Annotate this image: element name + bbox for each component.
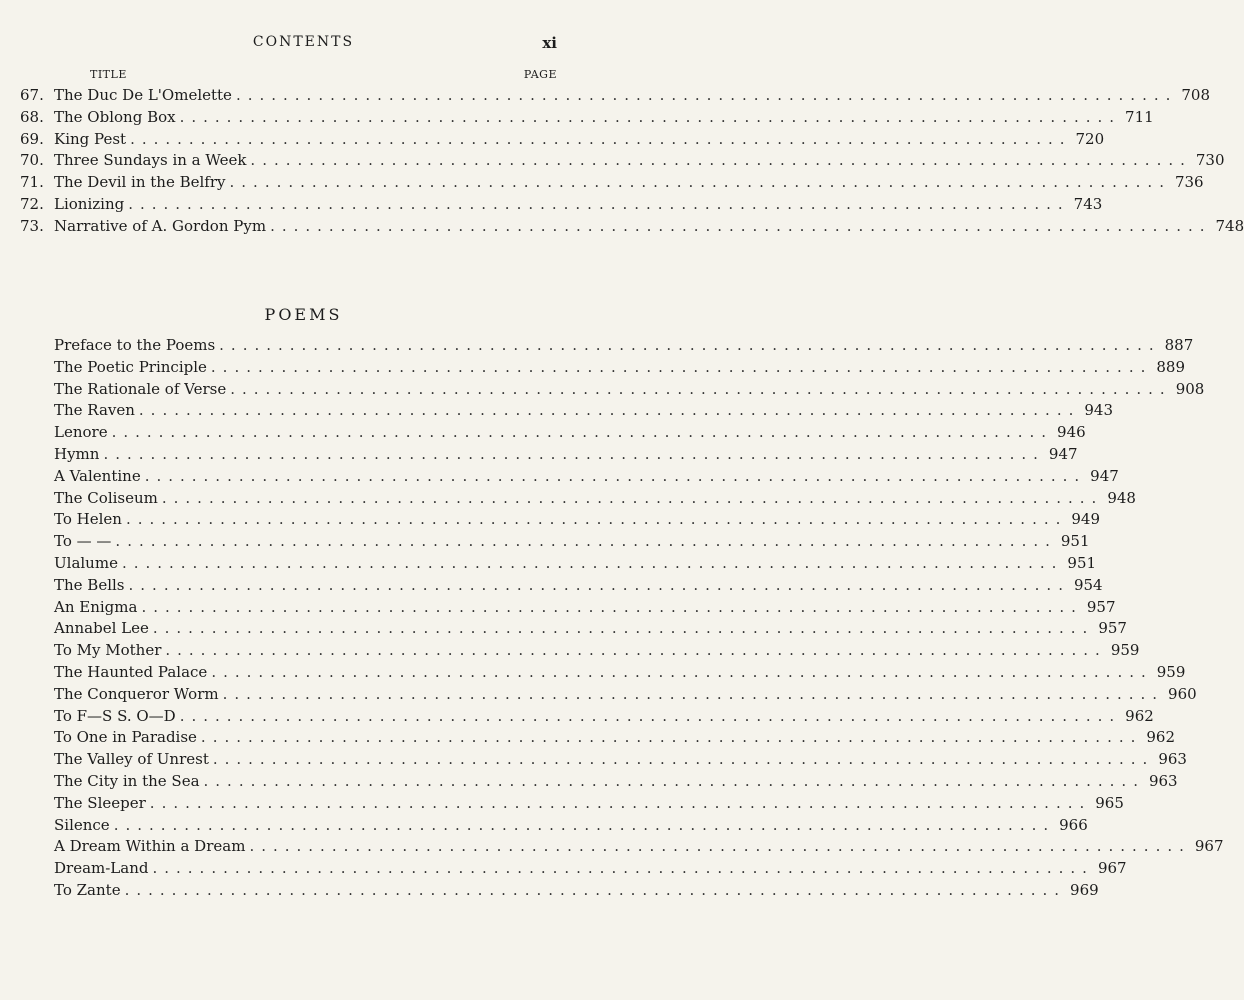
entry-page: 711 xyxy=(1125,107,1154,126)
entry-leader-line xyxy=(54,574,1103,596)
entry-title: The Coliseum xyxy=(54,488,158,507)
entry-page: 957 xyxy=(1098,619,1127,638)
leader-dots: ................................................................................ xyxy=(124,881,1067,899)
entry-leader-line xyxy=(54,879,1099,901)
entry-title: Lionizing xyxy=(54,195,125,213)
entry-page: 951 xyxy=(1060,532,1090,551)
entry-title: Dream-Land xyxy=(54,859,149,878)
entry-page: 947 xyxy=(1090,466,1119,485)
entry-title: To — — xyxy=(54,532,112,551)
entry-page: 943 xyxy=(1084,401,1113,420)
entry-number: 72. xyxy=(20,195,44,213)
entry-page: 957 xyxy=(1086,597,1116,616)
toc-entry xyxy=(0,378,1205,400)
entry-page: 967 xyxy=(1194,837,1224,856)
toc-entry xyxy=(0,857,1127,879)
toc-entry xyxy=(0,128,1105,150)
entry-leader-line xyxy=(54,661,1186,683)
entry-title: The Bells xyxy=(54,575,125,594)
entry-title: The Sleeper xyxy=(54,793,146,812)
entry-leader-line xyxy=(54,705,1154,727)
leader-dots: ................................................................................ xyxy=(222,684,1165,703)
leader-dots: ................................................................................ xyxy=(161,488,1104,507)
entry-title: The Raven xyxy=(54,401,135,420)
entry-leader-line xyxy=(54,84,1211,106)
leader-dots: ................................................................................ xyxy=(128,575,1070,594)
entry-number: 73. xyxy=(20,216,44,235)
entry-title: To One in Paradise xyxy=(54,728,197,747)
toc-entry xyxy=(0,617,1127,639)
entry-title: A Dream Within a Dream xyxy=(54,837,246,856)
entry-page: 743 xyxy=(1073,195,1103,213)
toc-entry xyxy=(0,596,1116,618)
entry-leader-line xyxy=(54,215,1244,237)
leader-dots: ................................................................................ xyxy=(111,423,1054,442)
entry-page: 748 xyxy=(1215,216,1244,235)
leader-dots: ................................................................................ xyxy=(200,728,1143,747)
leader-dots: ................................................................................ xyxy=(141,597,1083,616)
toc-entry xyxy=(0,705,1154,727)
toc-entry xyxy=(0,334,1194,356)
toc-entry xyxy=(0,171,1204,193)
entry-leader-line xyxy=(54,508,1101,530)
entry-leader-line xyxy=(54,596,1116,618)
entry-title: To My Mother xyxy=(54,641,162,660)
entry-page: 889 xyxy=(1156,357,1185,376)
entry-page: 951 xyxy=(1067,554,1097,572)
leader-dots: ................................................................................ xyxy=(210,357,1153,376)
entry-title: Preface to the Poems xyxy=(54,336,216,354)
entry-leader-line xyxy=(54,639,1140,661)
leader-dots: ................................................................................ xyxy=(211,663,1153,681)
entry-leader-line xyxy=(54,106,1154,128)
toc-entry xyxy=(0,792,1124,814)
entry-leader-line xyxy=(54,443,1078,465)
entry-title: Silence xyxy=(54,815,110,834)
entry-leader-line xyxy=(54,552,1097,574)
leader-dots: ................................................................................ xyxy=(270,216,1212,235)
entry-title: Three Sundays in a Week xyxy=(54,151,247,170)
toc-entry xyxy=(0,552,1097,574)
toc-entry xyxy=(0,465,1119,487)
entry-leader-line xyxy=(54,128,1105,150)
entry-leader-line xyxy=(54,835,1224,857)
toc-entry xyxy=(0,770,1178,792)
page-column-header: PAGE xyxy=(523,68,557,81)
entry-title: The Devil in the Belfry xyxy=(54,173,226,192)
toc-entry xyxy=(0,106,1154,128)
entry-page: 962 xyxy=(1146,728,1176,747)
column-headers xyxy=(0,68,607,82)
toc-entry xyxy=(0,879,1099,901)
toc-entry xyxy=(0,149,1225,171)
entry-page: 708 xyxy=(1181,86,1211,104)
leader-dots: ................................................................................ xyxy=(212,750,1155,769)
entry-leader-line xyxy=(54,399,1113,421)
entry-leader-line xyxy=(54,378,1205,400)
entry-leader-line xyxy=(54,857,1127,879)
entry-page: 954 xyxy=(1073,575,1103,594)
entry-title: The Rationale of Verse xyxy=(54,379,227,398)
entry-page: 720 xyxy=(1075,129,1105,148)
entry-leader-line xyxy=(54,726,1176,748)
leader-dots: ................................................................................ xyxy=(152,619,1095,638)
entry-title: Annabel Lee xyxy=(54,619,149,638)
toc-entry xyxy=(0,443,1078,465)
page-header xyxy=(0,34,607,54)
toc-entry xyxy=(0,193,1103,215)
leader-dots: ................................................................................ xyxy=(249,837,1191,856)
entry-page: 959 xyxy=(1110,641,1140,660)
entry-page: 963 xyxy=(1158,750,1187,769)
leader-dots: ................................................................................ xyxy=(179,706,1122,725)
leader-dots: ................................................................................ xyxy=(179,107,1122,126)
entry-title: To F—S S. O—D xyxy=(54,706,176,725)
entry-page: 965 xyxy=(1095,793,1124,812)
toc-entry xyxy=(0,683,1197,705)
leader-dots: ................................................................................ xyxy=(121,554,1064,572)
leader-dots: ................................................................................ xyxy=(229,173,1171,192)
toc-entry xyxy=(0,748,1187,770)
leader-dots: ................................................................................ xyxy=(130,129,1072,148)
entry-leader-line xyxy=(54,748,1187,770)
entry-title: Narrative of A. Gordon Pym xyxy=(54,216,267,235)
entry-leader-line xyxy=(54,421,1086,443)
toc-entry xyxy=(0,814,1088,836)
entry-title: An Enigma xyxy=(54,597,138,616)
entry-page: 730 xyxy=(1195,151,1225,170)
toc-entry xyxy=(0,835,1224,857)
leader-dots: ................................................................................ xyxy=(115,532,1057,551)
entry-title: The Conqueror Worm xyxy=(54,684,219,703)
toc-entry xyxy=(0,726,1176,748)
toc-entry xyxy=(0,574,1103,596)
entry-page: 949 xyxy=(1071,510,1101,529)
leader-dots: ................................................................................ xyxy=(103,445,1045,463)
entry-leader-line xyxy=(54,530,1090,552)
leader-dots: ................................................................................ xyxy=(152,859,1094,878)
toc-entry xyxy=(0,399,1113,421)
entry-page: 908 xyxy=(1175,379,1205,398)
entry-number: 67. xyxy=(20,86,44,104)
entry-title: To Zante xyxy=(54,881,121,899)
toc-entry xyxy=(0,421,1086,443)
entry-leader-line xyxy=(54,617,1127,639)
leader-dots: ................................................................................ xyxy=(113,815,1056,834)
entry-leader-line xyxy=(54,356,1185,378)
entry-page: 960 xyxy=(1168,684,1197,703)
entry-number: 69. xyxy=(20,129,44,148)
entry-title: The Valley of Unrest xyxy=(54,750,209,769)
leader-dots: ................................................................................ xyxy=(149,793,1092,812)
toc-entry xyxy=(0,356,1185,378)
entry-page: 947 xyxy=(1048,445,1078,463)
entry-page: 962 xyxy=(1125,706,1154,725)
leader-dots: ................................................................................ xyxy=(165,641,1107,660)
entry-title: Hymn xyxy=(54,445,100,463)
entry-title: The City in the Sea xyxy=(54,772,200,790)
entry-leader-line xyxy=(54,487,1136,509)
entry-number: 71. xyxy=(20,173,44,192)
entry-page: 736 xyxy=(1174,173,1204,192)
entry-title: The Haunted Palace xyxy=(54,663,208,681)
toc-entry xyxy=(0,487,1136,509)
entry-page: 969 xyxy=(1070,881,1099,899)
poems-heading: POEMS xyxy=(264,305,343,324)
entry-leader-line xyxy=(54,149,1225,171)
entry-leader-line xyxy=(54,193,1103,215)
entry-title: Ulalume xyxy=(54,554,118,572)
entry-leader-line xyxy=(54,770,1178,792)
entry-leader-line xyxy=(54,683,1197,705)
entry-leader-line xyxy=(54,792,1124,814)
entry-page: 967 xyxy=(1097,859,1127,878)
toc-entry xyxy=(0,508,1101,530)
toc-entry xyxy=(0,639,1140,661)
entry-page: 966 xyxy=(1059,815,1088,834)
title-column-header: TITLE xyxy=(90,68,127,81)
leader-dots: ................................................................................ xyxy=(128,195,1070,213)
entry-leader-line xyxy=(54,814,1088,836)
leader-dots: ................................................................................ xyxy=(125,510,1068,529)
leader-dots: ................................................................................ xyxy=(144,466,1087,485)
entry-title: To Helen xyxy=(54,510,122,529)
leader-dots: ................................................................................ xyxy=(219,336,1161,354)
page-number: xi xyxy=(542,34,557,52)
leader-dots: ................................................................................ xyxy=(235,86,1178,104)
leader-dots: ................................................................................ xyxy=(203,772,1145,790)
leader-dots: ................................................................................ xyxy=(138,401,1081,420)
entry-page: 946 xyxy=(1057,423,1086,442)
entry-page: 959 xyxy=(1156,663,1186,681)
entry-leader-line xyxy=(54,171,1204,193)
entry-title: King Pest xyxy=(54,129,127,148)
entry-page: 887 xyxy=(1164,336,1194,354)
entry-number: 70. xyxy=(20,151,44,170)
entry-page: 948 xyxy=(1107,488,1136,507)
entry-title: The Duc De L'Omelette xyxy=(54,86,232,104)
entry-number: 68. xyxy=(20,107,44,126)
leader-dots: ................................................................................ xyxy=(230,379,1172,398)
entry-leader-line xyxy=(54,334,1194,356)
toc-entry xyxy=(0,215,1244,237)
entry-title: The Poetic Principle xyxy=(54,357,207,376)
leader-dots: ................................................................................ xyxy=(250,151,1192,170)
entry-leader-line xyxy=(54,465,1119,487)
contents-title: CONTENTS xyxy=(252,34,355,50)
toc-entry xyxy=(0,661,1186,683)
toc-entry xyxy=(0,84,1211,106)
entry-page: 963 xyxy=(1148,772,1178,790)
entry-title: Lenore xyxy=(54,423,108,442)
entry-title: A Valentine xyxy=(54,466,141,485)
entry-title: The Oblong Box xyxy=(54,107,176,126)
toc-entry xyxy=(0,530,1090,552)
